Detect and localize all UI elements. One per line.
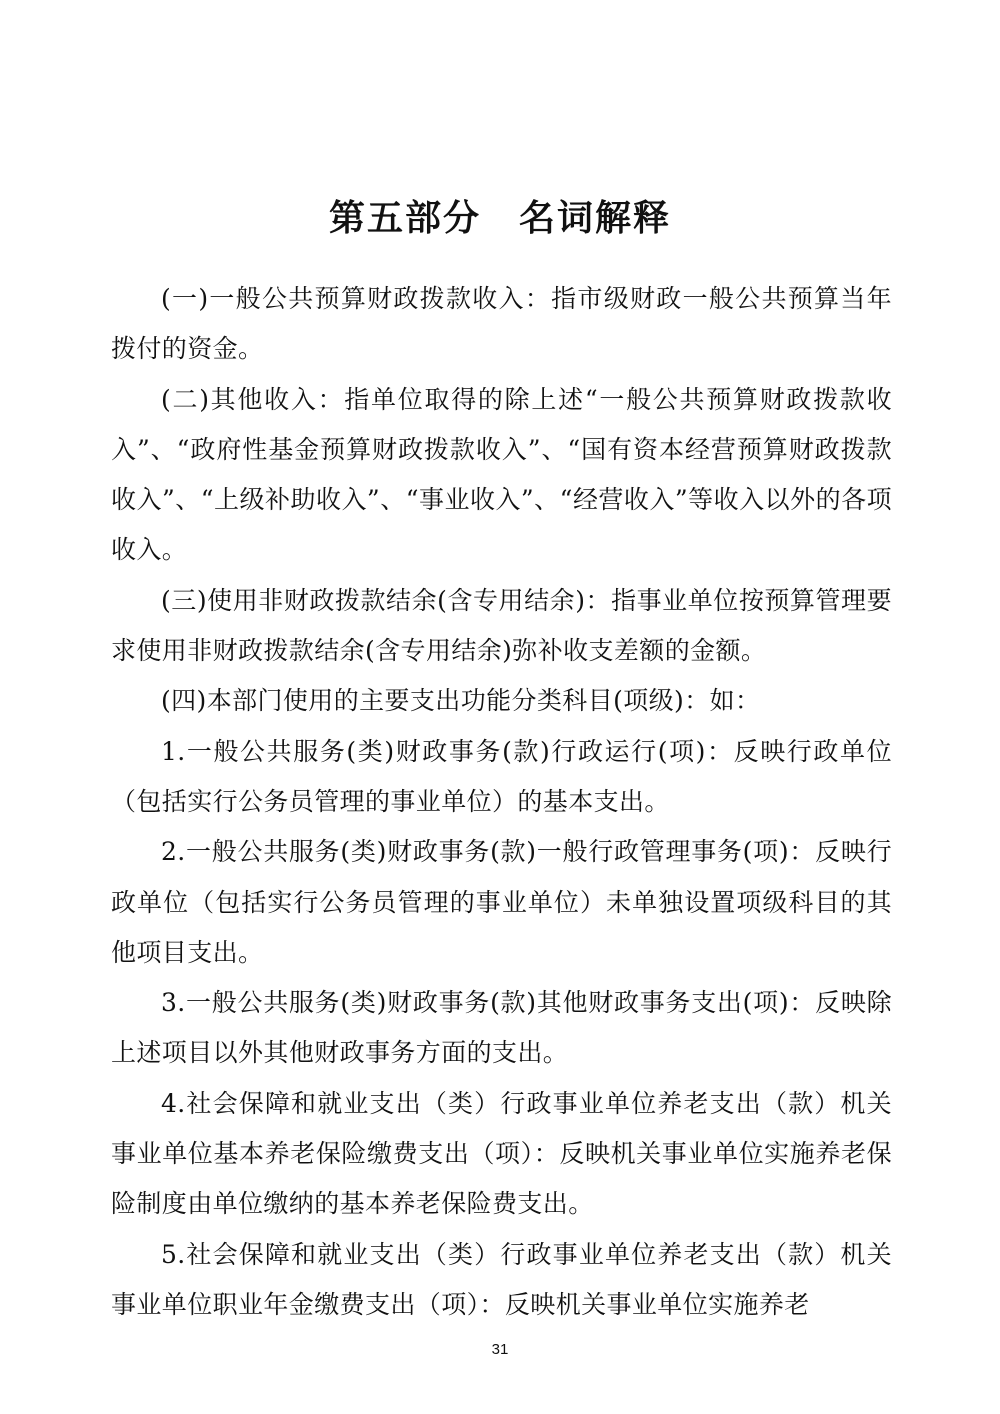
paragraph-item-2: 2.一般公共服务(类)财政事务(款)一般行政管理事务(项)：反映行政单位（包括实行公务员管理的事业单位）未单独设置项级科目的其他项目支出。 bbox=[111, 837, 892, 967]
paragraph-other-revenue: (二)其他收入：指单位取得的除上述“一般公共预算财政拨款收入”、“政府性基金预算财政拨款收入”、“国有资本经营预算财政拨款收入”、“上级补助收入”、“事业收入”、“经营收入”等收入以外的各项收入。 bbox=[111, 384, 892, 565]
paragraph-item-1: 1.一般公共服务(类)财政事务(款)行政运行(项)：反映行政单位（包括实行公务员管理的事业单位）的基本支出。 bbox=[111, 736, 892, 816]
paragraph-non-fiscal-surplus: (三)使用非财政拨款结余(含专用结余)：指事业单位按预算管理要求使用非财政拨款结余(含专用结余)弥补收支差额的金额。 bbox=[111, 585, 892, 666]
page-number: 31 bbox=[491, 1341, 509, 1358]
body-text bbox=[111, 274, 892, 1330]
paragraph-general-budget-revenue: (一)一般公共预算财政拨款收入：指市级财政一般公共预算当年拨付的资金。 bbox=[111, 284, 892, 364]
paragraph-item-4: 4.社会保障和就业支出（类）行政事业单位养老支出（款）机关事业单位基本养老保险缴费支出（项）：反映机关事业单位实施养老保险制度由单位缴纳的基本养老保险费支出。 bbox=[111, 1088, 892, 1219]
paragraph-item-5: 5.社会保障和就业支出（类）行政事业单位养老支出（款）机关事业单位职业年金缴费支出（项）：反映机关事业单位实施养老 bbox=[111, 1239, 892, 1319]
paragraph-expenditure-classification: (四)本部门使用的主要支出功能分类科目(项级)：如： bbox=[161, 686, 761, 716]
paragraph-item-3: 3.一般公共服务(类)财政事务(款)其他财政事务支出(项)：反映除上述项目以外其他财政事务方面的支出。 bbox=[111, 988, 892, 1068]
page-title: 第五部分 名词解释 bbox=[328, 198, 671, 239]
